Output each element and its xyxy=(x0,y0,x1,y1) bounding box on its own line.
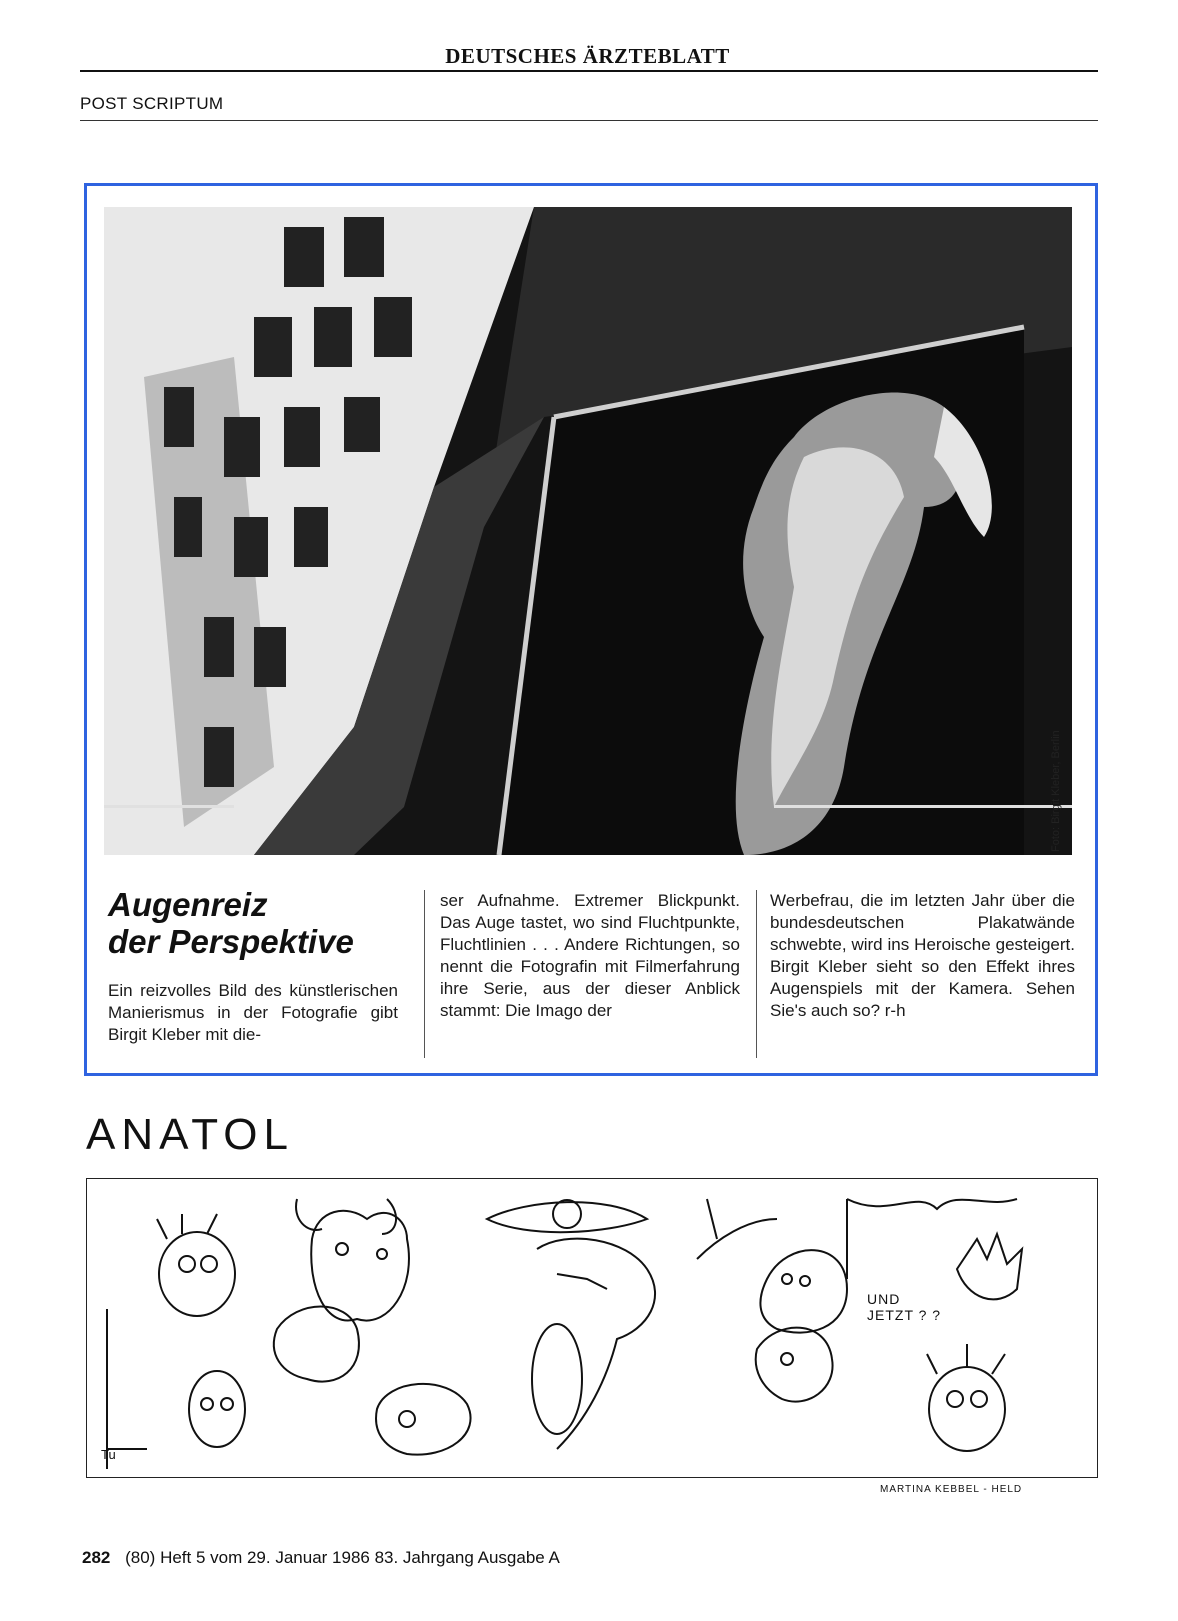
article-title xyxy=(108,886,354,960)
artist-signature: MARTINA KEBBEL - HELD xyxy=(880,1484,1023,1495)
header-rule xyxy=(80,70,1098,72)
section-label: POST SCRIPTUM xyxy=(80,94,224,113)
photo-credit: Foto: Birgit Kleber, Berlin xyxy=(1050,730,1062,852)
column-divider xyxy=(756,890,757,1058)
issue-info: (80) Heft 5 vom 29. Januar 1986 83. Jahrgang Ausgabe A xyxy=(125,1548,560,1567)
article-column-3: Werbefrau, die im letzten Jahr über die bundesdeutschen Plakatwände schwebte, wird ins Heroische gesteigert. Birgit Kleber sieht so den Effekt ihres Augenspiels mit der Kamera. Sehen Sie's auch so? r-h xyxy=(770,891,1075,1020)
article-title-line1: Augenreiz xyxy=(108,886,268,923)
article-column-1: Ein reizvolles Bild des künstlerischen Manierismus in der Fotografie gibt Birgit Kleber mit die- xyxy=(108,981,398,1044)
article-column-2: ser Aufnahme. Extremer Blickpunkt. Das Auge tastet, wo sind Fluchtpunkte, Fluchtlinien . . . Andere Richtungen, so nennt die Fotografin mit Filmerfahrung ihre Serie, aus der dieser Anblick stammt: Die Imago der xyxy=(440,891,740,1020)
page-footer xyxy=(82,1548,560,1568)
article-photo xyxy=(104,207,1072,855)
section-rule xyxy=(80,120,1098,121)
comic-title: ANATOL xyxy=(86,1110,294,1159)
column-divider xyxy=(424,890,425,1058)
comic-initials: Tu xyxy=(101,1447,116,1462)
speech-text: UND JETZT ? ? xyxy=(867,1291,942,1323)
page-number: 282 xyxy=(82,1548,111,1567)
comic-strip xyxy=(86,1178,1098,1478)
masthead: DEUTSCHES ÄRZTEBLATT xyxy=(445,44,730,68)
article-title-line2: der Perspektive xyxy=(108,923,354,960)
